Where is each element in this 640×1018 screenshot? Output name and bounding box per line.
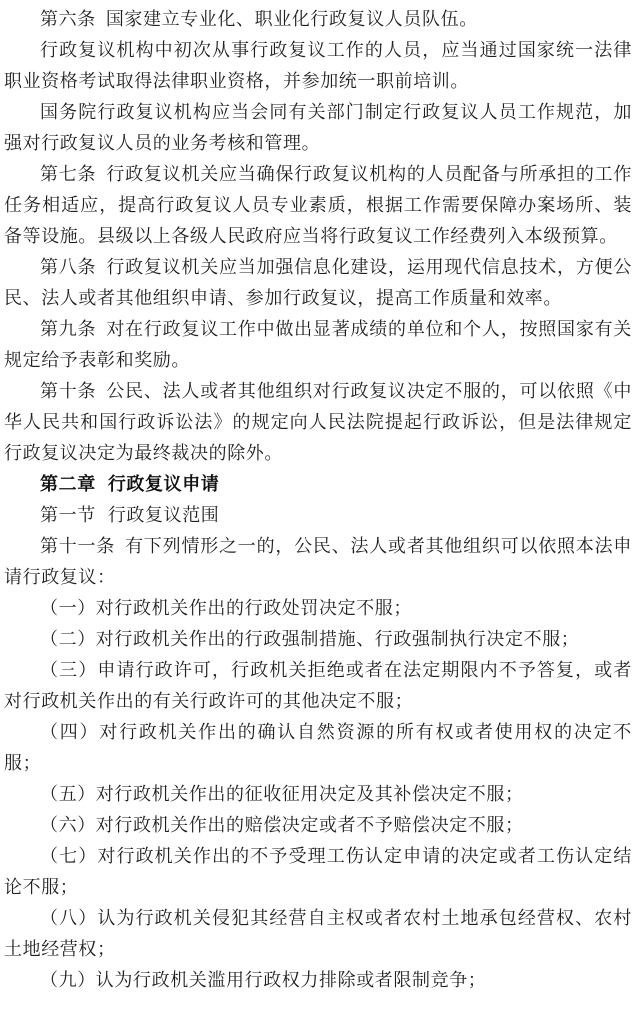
list-item: （四）对行政机关作出的确认自然资源的所有权或者使用权的决定不服；	[4, 722, 632, 774]
article-7	[4, 159, 632, 252]
article-text: 行政复议机关应当确保行政复议机构的人员配备与所承担的工作任务相适应，提高行政复议人员专业素质，根据工作需要保障办案场所、装备等设施。县级以上各级人民政府应当将行政复议工作经费列入本级预算。	[4, 164, 632, 247]
article-text: 行政复议机关应当加强信息化建设，运用现代信息技术，方便公民、法人或者其他组织申请、参加行政复议，提高工作质量和效率。	[4, 257, 632, 309]
article-number: 第七条	[40, 164, 97, 185]
list-item: （五）对行政机关作出的征收征用决定及其补偿决定不服；	[40, 784, 524, 805]
article-9	[4, 314, 632, 376]
article-text: 有下列情形之一的，公民、法人或者其他组织可以依照本法申请行政复议：	[4, 536, 632, 588]
document-page	[4, 4, 632, 996]
article-6-paragraph-3	[4, 97, 632, 159]
article-10	[4, 376, 632, 469]
chapter-heading	[4, 469, 632, 500]
chapter-number: 第二章	[40, 474, 96, 495]
article-number: 第十一条	[40, 536, 116, 557]
article-number: 第六条	[40, 9, 96, 30]
list-item: （六）对行政机关作出的赔偿决定或者不予赔偿决定不服；	[40, 815, 524, 836]
article-number: 第十条	[40, 381, 97, 402]
article-6	[4, 4, 632, 35]
article-number: 第八条	[40, 257, 97, 278]
article-6-paragraph-2	[4, 35, 632, 97]
section-heading	[4, 500, 632, 531]
article-number: 第九条	[40, 319, 97, 340]
article-text: 国务院行政复议机构应当会同有关部门制定行政复议人员工作规范，加强对行政复议人员的业务考核和管理。	[4, 102, 632, 154]
list-item: （三）申请行政许可，行政机关拒绝或者在法定期限内不予答复，或者对行政机关作出的有关行政许可的其他决定不服；	[4, 660, 632, 712]
list-item: （二）对行政机关作出的行政强制措施、行政强制执行决定不服；	[40, 629, 580, 650]
section-number: 第一节	[40, 505, 96, 526]
section-title: 行政复议范围	[107, 505, 220, 526]
article-8	[4, 252, 632, 314]
list-item: （八）认为行政机关侵犯其经营自主权或者农村土地承包经营权、农村土地经营权；	[4, 908, 632, 960]
article-text: 对在行政复议工作中做出显著成绩的单位和个人，按照国家有关规定给予表彰和奖励。	[4, 319, 632, 371]
chapter-title: 行政复议申请	[107, 474, 220, 495]
list-item: （九）认为行政机关滥用行政权力排除或者限制竞争；	[40, 970, 487, 991]
article-text: 公民、法人或者其他组织对行政复议决定不服的，可以依照《中华人民共和国行政诉讼法》的规定向人民法院提起行政诉讼，但是法律规定行政复议决定为最终裁决的除外。	[4, 381, 632, 464]
article-text: 行政复议机构中初次从事行政复议工作的人员，应当通过国家统一法律职业资格考试取得法律职业资格，并参加统一职前培训。	[4, 40, 632, 92]
article-11	[4, 531, 632, 593]
list-item: （七）对行政机关作出的不予受理工伤认定申请的决定或者工伤认定结论不服；	[4, 846, 632, 898]
article-text: 国家建立专业化、职业化行政复议人员队伍。	[105, 9, 478, 30]
list-item: （一）对行政机关作出的行政处罚决定不服；	[40, 598, 412, 619]
